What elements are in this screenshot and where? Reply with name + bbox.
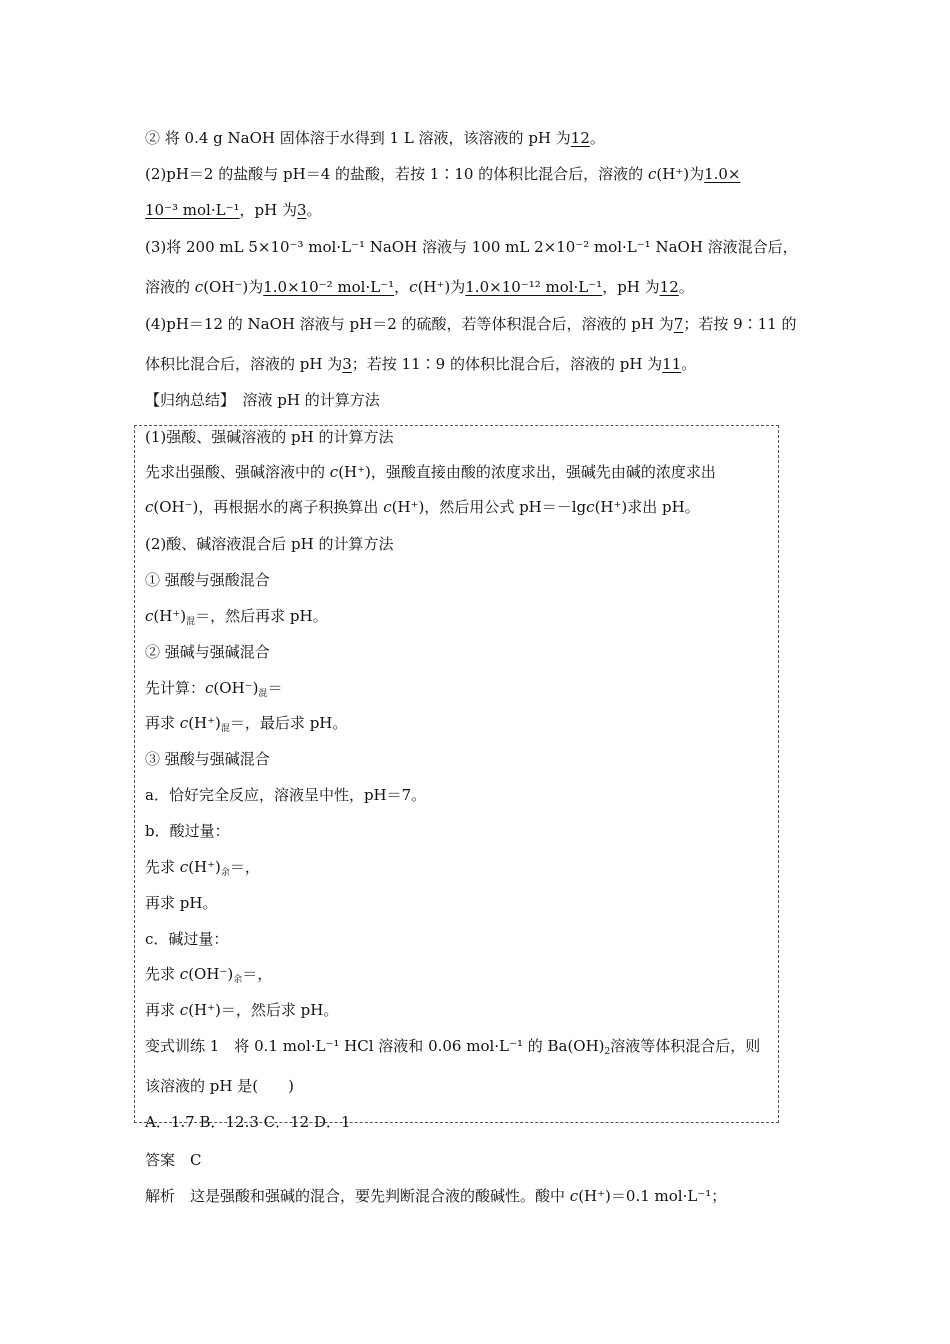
answer-ph: 11 xyxy=(662,355,682,373)
box-line-9: 再求 $c(H^+)_混=$，最后求 pH。 xyxy=(145,714,348,734)
box-line-14: 再求 pH。 xyxy=(145,894,218,912)
q2-line2: 10⁻³ mol·L⁻¹，pH 为3。 xyxy=(145,201,322,219)
answer-ph: 3 xyxy=(342,355,352,373)
box-line-16: 先求 $c(OH^-)_余=$， xyxy=(145,965,273,985)
box-line-8: 先计算：$c(OH^-)_混=$ xyxy=(145,679,283,699)
q2-line1: (2)pH＝2 的盐酸与 pH＝4 的盐酸，若按 1∶10 的体积比混合后，溶液的 c(H⁺)为1.0× xyxy=(145,165,741,183)
exercise-question: 变式训练 1 将 0.1 mol·L⁻¹ HCl 溶液和 0.06 mol·L⁻¹ 的 $Ba(OH)_2$溶液等体积混合后，则 xyxy=(145,1037,761,1057)
box-line-3: c(OH⁻)，再根据水的离子积换算出 c(H⁺)，然后用公式 pH＝－lgc(H⁺)求出 pH。 xyxy=(145,498,700,516)
box-line-13: 先求 $c(H^+)_余=$， xyxy=(145,858,260,878)
box-line-17: 再求 c(H⁺)＝，然后求 pH。 xyxy=(145,1001,339,1019)
answer-line: 答案 C xyxy=(145,1151,202,1169)
answer-concentration-b: 10⁻³ mol·L⁻¹ xyxy=(145,201,240,219)
box-line-6: $c(H^+)_混=$，然后再求 pH。 xyxy=(145,607,328,627)
q4-line2: 体积比混合后，溶液的 pH 为3；若按 11∶9 的体积比混合后，溶液的 pH 为11。 xyxy=(145,355,697,373)
box-line-7: ② 强碱与强碱混合 xyxy=(145,643,270,661)
answer-h-concentration: 1.0×10⁻¹² mol·L⁻¹ xyxy=(465,278,603,296)
box-line-4: (2)酸、碱溶液混合后 pH 的计算方法 xyxy=(145,535,394,553)
summary-title: 【归纳总结】 溶液 pH 的计算方法 xyxy=(145,391,380,409)
q3-line1: (3)将 200 mL 5×10⁻³ mol·L⁻¹ NaOH 溶液与 100 mL 2×10⁻² mol·L⁻¹ NaOH 溶液混合后， xyxy=(145,238,798,256)
answer-ph: 3 xyxy=(296,201,307,219)
box-line-15: c．碱过量： xyxy=(145,930,229,948)
box-line-10: ③ 强酸与强碱混合 xyxy=(145,750,270,768)
answer-ph: 12 xyxy=(570,129,590,147)
answer-ph: 12 xyxy=(659,278,679,296)
box-line-12: b．酸过量： xyxy=(145,822,230,840)
box-line-1: (1)强酸、强碱溶液的 pH 的计算方法 xyxy=(145,428,394,446)
q3-line2: 溶液的 c(OH⁻)为1.0×10⁻² mol·L⁻¹，c(H⁺)为1.0×10⁻¹² mol·L⁻¹，pH 为12。 xyxy=(145,278,694,296)
answer-ph: 7 xyxy=(673,315,684,333)
item2-line: ② 将 0.4 g NaOH 固体溶于水得到 1 L 溶液，该溶液的 pH 为12。 xyxy=(145,129,605,147)
exercise-question-cont: 该溶液的 pH 是( ) xyxy=(145,1077,294,1095)
answer-concentration-a: 1.0× xyxy=(704,165,741,183)
box-line-2: 先求出强酸、强碱溶液中的 c(H⁺)，强酸直接由酸的浓度求出，强碱先由碱的浓度求出 xyxy=(145,463,716,481)
q4-line1: (4)pH＝12 的 NaOH 溶液与 pH＝2 的硫酸，若等体积混合后，溶液的 pH 为7；若按 9∶11 的 xyxy=(145,315,797,333)
analysis-line: 解析 这是强酸和强碱的混合，要先判断混合液的酸碱性。酸中 c(H⁺)＝0.1 mol·L⁻¹； xyxy=(145,1187,727,1205)
exercise-options: A．1.7 B．12.3 C．12 D．1 xyxy=(145,1113,351,1131)
box-line-5: ① 强酸与强酸混合 xyxy=(145,571,270,589)
answer-oh-concentration: 1.0×10⁻² mol·L⁻¹ xyxy=(263,278,395,296)
box-line-11: a．恰好完全反应，溶液呈中性，pH＝7。 xyxy=(145,786,427,804)
